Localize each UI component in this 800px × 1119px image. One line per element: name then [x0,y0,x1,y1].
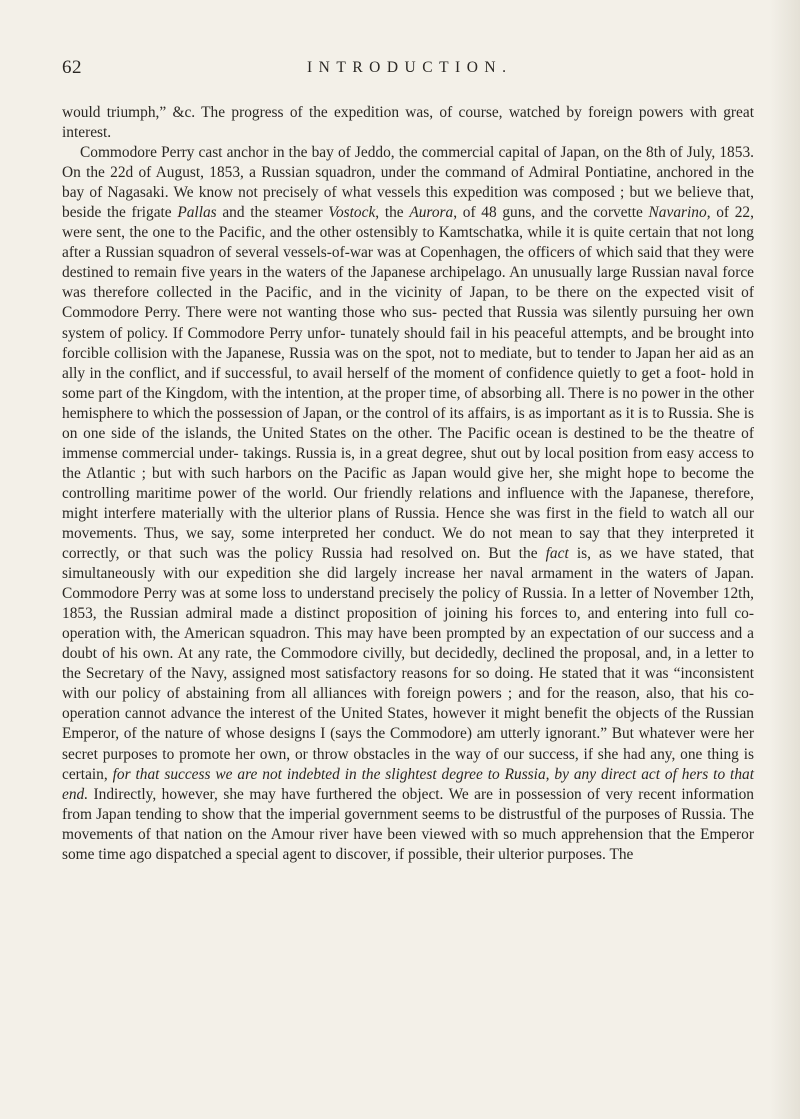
paragraph-2 [62,143,754,865]
paragraph-1 [62,103,754,143]
running-head: INTRODUCTION. [307,59,513,76]
italic-text: Aurora [409,204,454,222]
text-run: Indirectly, however, she may have furthered the object. We are in possession of very recent information from Japan tending to show that the imperial government seems to be distrustful of the purposes of Russia. The movements of that nation on the Amour river have been viewed with so much apprehension that the Emperor some time ago dispatched a special agent to discover, if possible, their ulterior purposes. The [62,785,754,863]
italic-text: Pallas [177,204,217,222]
italic-text: fact [545,545,569,563]
text-run: , of 48 guns, and the corvette [453,204,649,222]
text-run: is, as we have stated, that simultaneously with our expedition she did largely increase her naval armament in the waters of Japan. Commodore Perry was at some loss to understand precisely the policy of Russia. In a letter of November 12th, 1853, the Russian admiral made a distinct proposition of joining his forces to, and entering into full co-operation with, the American squadron. This may have been prompted by an expectation of our success and a doubt of his own. At any rate, the Commodore civilly, but decidedly, declined the proposal, and, in a letter to the Secretary of the Navy, assigned most satisfactory reasons for so doing. He stated that it was “inconsistent with our policy of abstaining from all alliances with foreign powers ; and for the reason, also, that his co-operation cannot advance the interest of the United States, however it might benefit the objects of the Russian Emperor, of the nature of whose designs I (says the Commodore) am utterly ignorant.” But whatever were her secret purposes to promote her own, or throw obstacles in the way of our success, if she had any, one thing is certain, [62,545,754,783]
italic-text: for that success we are not indebted in the slightest degree to Russia, by any direct act of hers to that end. [62,765,755,803]
page-number: 62 [62,57,82,78]
body-text [62,103,754,865]
text-run: , of 22, were sent, the one to the Pacific, and the other ostensibly to Kamtschatka, while it is quite certain that not long after a Russian squadron of several vessels-of-war was at Copenhagen, the officers of which said that they were destined to remain five years in the waters of the Japanese archipelago. An unusually large Russian naval force was therefore collected in the Pacific, and in the vicinity of Japan, to be there on the expected visit of Commodore Perry. There were not wanting those who sus- pected that Russia was silently pursuing her own system of policy. If Commodore Perry unfor- tunately should fail in his peaceful attempts, and be brought into forcible collision with the Japanese, Russia was on the spot, not to mediate, but to tender to Japan her aid as an ally in the conflict, and if successful, to avail herself of the moment of confidence quietly to get a foot- hold in some part of the Kingdom, with the intention, at the proper time, of absorbing all. There is no power in the other hemisphere to which the possession of Japan, or the control of its affairs, is as important as it is to Russia. She is on one side of the islands, the United States on the other. The Pacific ocean is destined to be the theatre of immense commercial under- takings. Russia is, in a great degree, shut out by local position from easy access to the Atlantic ; but with such harbors on the Pacific as Japan would give her, she might hope to become the controlling maritime power of the world. Our friendly relations and influence with the Japanese, therefore, might interfere materially with the ulterior plans of Russia. Hence she was first in the field to watch all our movements. Thus, we say, some interpreted her conduct. We do not mean to say that they interpreted it correctly, or that such was the policy Russia had resolved on. But the [62,204,754,563]
page-edge-shading [770,0,800,1119]
page-header [62,57,752,89]
text-run: would triumph,” &c. The progress of the expedition was, of course, watched by foreign powers with great interest. [62,104,754,142]
text-run: , the [375,204,410,222]
text-run: and the steamer [216,204,329,222]
text-run: Commodore Perry cast anchor in the bay of Jeddo, the commercial capital of Japan, on the 8th of July, 1853. On the 22d of August, 1853, a Russian squadron, under the command of Admiral Pontiatine, anchored in the bay of Nagasaki. We know not precisely of what vessels this expedition was composed ; but we believe that, beside the frigate [62,144,754,222]
italic-text: Vostock [328,204,376,222]
italic-text: Navarino [648,204,707,222]
